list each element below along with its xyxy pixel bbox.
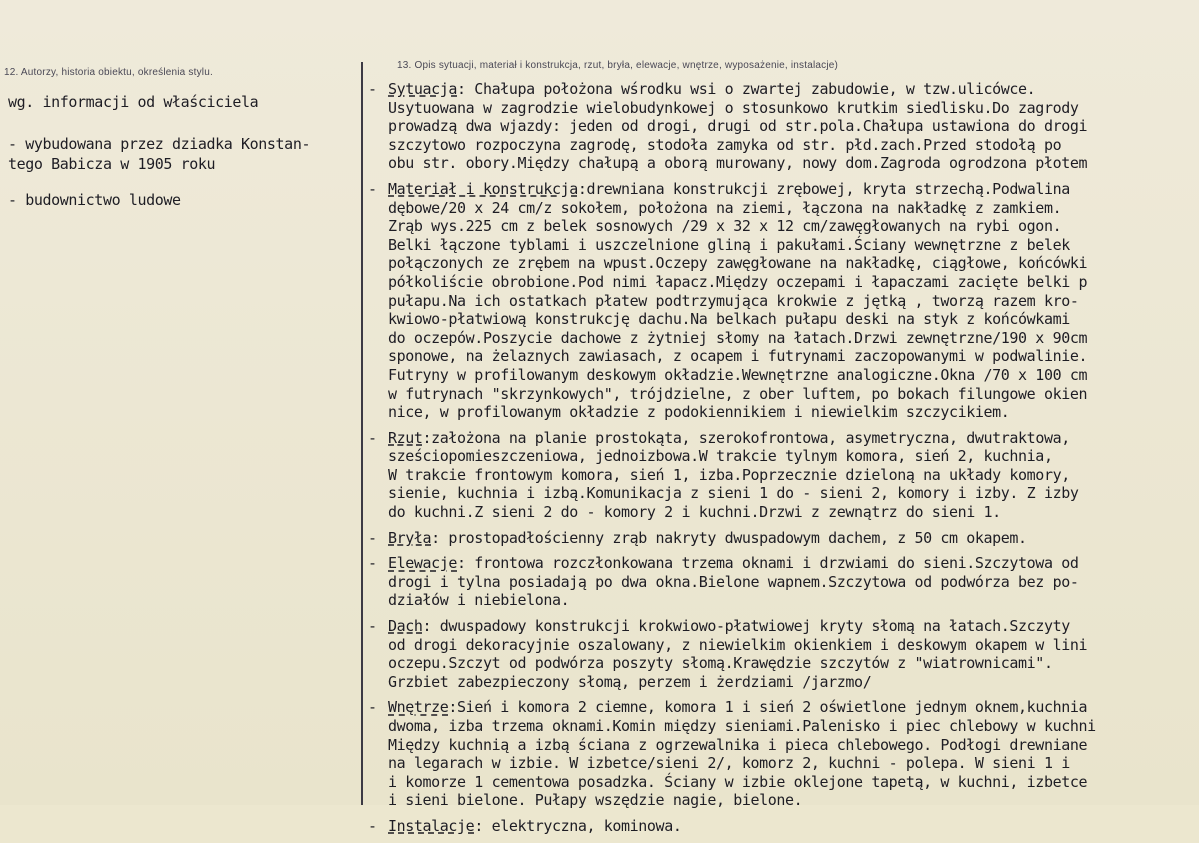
section-line: Belki łączone tyblami i uszczelnione gliną i pakułami.Ściany wewnętrzne z belek xyxy=(388,235,1070,254)
section-line: Wnętrze:Sień i komora 2 ciemne, komora 1 i sień 2 oświetlone jednym oknem,kuchnia xyxy=(388,698,1088,717)
section-line: Dach: dwuspadowy konstrukcji krokwiowo-płatwiowej kryty słomą na łatach.Szczyty xyxy=(388,617,1070,636)
section-line: nice, w profilowanym okładzie z podokiennikiem i niewielkim szczycikiem. xyxy=(388,403,1010,422)
section-line: Bryła: prostopadłościenny zrąb nakryty dwuspadowym dachem, z 50 cm okapem. xyxy=(388,528,1027,547)
section-line: W trakcie frontowym komora, sień 1, izba.Poprzecznie dzieloną na układy komory, xyxy=(388,465,1070,484)
section-rzut xyxy=(368,429,1199,522)
section-line: Między kuchnią a izbą ściana z ogrzewalnika i pieca chlebowego. Podłogi drewniane xyxy=(388,735,1088,754)
section-line: dwoma, izba trzema oknami.Komin między sieniami.Palenisko i piec chlebowy w kuchni xyxy=(388,717,1096,735)
section-line: Rzut:założona na planie prostokąta, szerokofrontowa, asymetryczna, dwutraktowa, xyxy=(388,428,1070,447)
section-line: sześciopomieszczeniowa, jednoizbowa.W trakcie tylnym komora, sień 2, kuchnia, xyxy=(388,447,1053,466)
section-label: Instalacje xyxy=(388,816,475,835)
section-line: od drogi dekoracyjnie oszalowany, z niewielkim okienkiem i deskowym okapem w lini xyxy=(388,635,1088,654)
section-dash: - xyxy=(368,698,377,717)
section-label: Bryła xyxy=(388,528,432,547)
section-line: i sieni bielone. Pułapy wszędzie nagie, bielone. xyxy=(388,791,803,810)
column-divider xyxy=(361,62,363,805)
info-source: wg. informacji od właściciela xyxy=(8,93,259,111)
section-line: na legarach w izbie. W izbetce/sieni 2/, komorz 2, kuchni - polepa. W sieni 1 i xyxy=(388,754,1070,773)
section-line: i komorze 1 cementowa posadzka. Ściany w izbie oklejone tapetą, w kuchni, izbetce xyxy=(388,772,1088,791)
section-instalacje xyxy=(368,817,1199,836)
section-line: szczytowo rozpoczyna zagrodę, stodoła zamyka od str. płd.zach.Przed stodołą po xyxy=(388,135,1062,154)
section-label: Wnętrze xyxy=(388,698,449,717)
section-line: Instalacje: elektryczna, kominowa. xyxy=(388,816,682,835)
section-label: Elewacje xyxy=(388,554,458,573)
section-label: Materiał i konstrukcja xyxy=(388,179,578,198)
section-material xyxy=(368,180,1199,422)
section-bryla xyxy=(368,529,1199,548)
section-line: w futrynach "skrzynkowych", trójdzielne, z ober luftem, po bokach filungowe okien xyxy=(388,384,1088,403)
section-dash: - xyxy=(368,554,377,573)
right-column-header: 13. Opis sytuacji, materiał i konstrukcja, rzut, bryła, elewacje, wnętrze, wyposażenie, instalacje) xyxy=(397,60,839,71)
section-dash: - xyxy=(368,816,377,835)
section-line: Materiał i konstrukcja:drewniana konstrukcji zrębowej, kryta strzechą.Podwalina xyxy=(388,179,1070,198)
section-line: oczepu.Szczyt od podwórza poszyty słomą.Krawędzie szczytów z "wiatrownicami". xyxy=(388,654,1053,673)
section-line: do oczepów.Poszycie dachowe z żytniej słomy na łatach.Drzwi zewnętrzne/190 x 90cm xyxy=(388,328,1088,347)
section-elewacje xyxy=(368,554,1199,610)
section-label: Dach xyxy=(388,617,423,636)
description-column xyxy=(368,80,1199,843)
section-dach xyxy=(368,617,1199,691)
section-line: obu str. obory.Między chałupą a oborą murowany, nowy dom.Zagroda ogrodzona płotem xyxy=(388,154,1088,173)
section-line: sponowe, na żelaznych zawiasach, z ocapem i futrynami zaczopowanymi w podwalinie. xyxy=(388,347,1088,366)
built-line-2: tego Babicza w 1905 roku xyxy=(8,155,216,173)
section-line: sienie, kuchnia i izbą.Komunikacja z sieni 1 do - sieni 2, komory i izby. Z izby xyxy=(388,484,1079,503)
section-line: prowadzą dwa wjazdy: jeden od drogi, drugi od str.pola.Chałupa ustawiona do drogi xyxy=(388,117,1088,136)
section-line: pułapu.Na ich ostatkach płatew podtrzymująca krokwie z jętką , tworzą razem kro- xyxy=(388,291,1079,310)
section-dash: - xyxy=(368,428,377,447)
left-column xyxy=(8,92,353,210)
left-column-header: 12. Autorzy, historia obiektu, określenia stylu. xyxy=(4,67,213,78)
section-line: Elewacje: frontowa rozczłonkowana trzema oknami i drzwiami do sieni.Szczytowa od xyxy=(388,554,1079,573)
section-line: Grzbiet zabezpieczony słomą, perzem i żerdziami /jarzmo/ xyxy=(388,672,872,691)
section-line: Zrąb wys.225 cm z belek sosnowych /29 x 32 x 12 cm/zawęgłowanych na rybi ogon. xyxy=(388,217,1062,236)
section-label: Sytuacja xyxy=(388,80,458,98)
section-line: do kuchni.Z sieni 2 do - komory 2 i kuchni.Drzwi z zewnątrz do sieni 1. xyxy=(388,503,1001,522)
section-wnetrze xyxy=(368,698,1199,810)
section-dash: - xyxy=(368,528,377,547)
section-dash: - xyxy=(368,179,377,198)
section-dash: - xyxy=(368,80,377,98)
section-line: Sytuacja: Chałupa położona wśrodku wsi o zwartej zabudowie, w tzw.ulicówce. xyxy=(388,80,1036,98)
section-line: półkoliście obrobione.Pod nimi łapacz.Między oczepami i łapaczami zacięte belki p xyxy=(388,272,1088,291)
section-line: działów i niebielona. xyxy=(388,591,570,610)
style-note: - budownictwo ludowe xyxy=(8,191,181,209)
section-line: Futryny w profilowanym deskowym okładzie.Wewnętrzne analogiczne.Okna /70 x 100 cm xyxy=(388,365,1088,384)
section-line: Usytuowana w zagrodzie wielobudynkowej o stosunkowo krutkim siedlisku.Do zagrody xyxy=(388,98,1079,117)
section-dash: - xyxy=(368,617,377,636)
section-line: dębowe/20 x 24 cm/z sokołem, położona na ziemi, łączona na nakładkę z zamkiem. xyxy=(388,198,1062,217)
section-line: drogi i tylna posiadają po dwa okna.Bielone wapnem.Szczytowa od podwórza bez po- xyxy=(388,572,1079,591)
section-line: kwiowo-płatwiową konstrukcję dachu.Na belkach pułapu deski na styk z końcówkami xyxy=(388,310,1070,329)
section-label: Rzut xyxy=(388,428,423,447)
built-line-1: - wybudowana przez dziadka Konstan- xyxy=(8,135,311,153)
section-sytuacja xyxy=(368,80,1199,173)
section-line: połączonych ze zrębem na wpust.Oczepy zawęgłowane na nakładkę, ciągłowe, końcówki xyxy=(388,254,1088,273)
